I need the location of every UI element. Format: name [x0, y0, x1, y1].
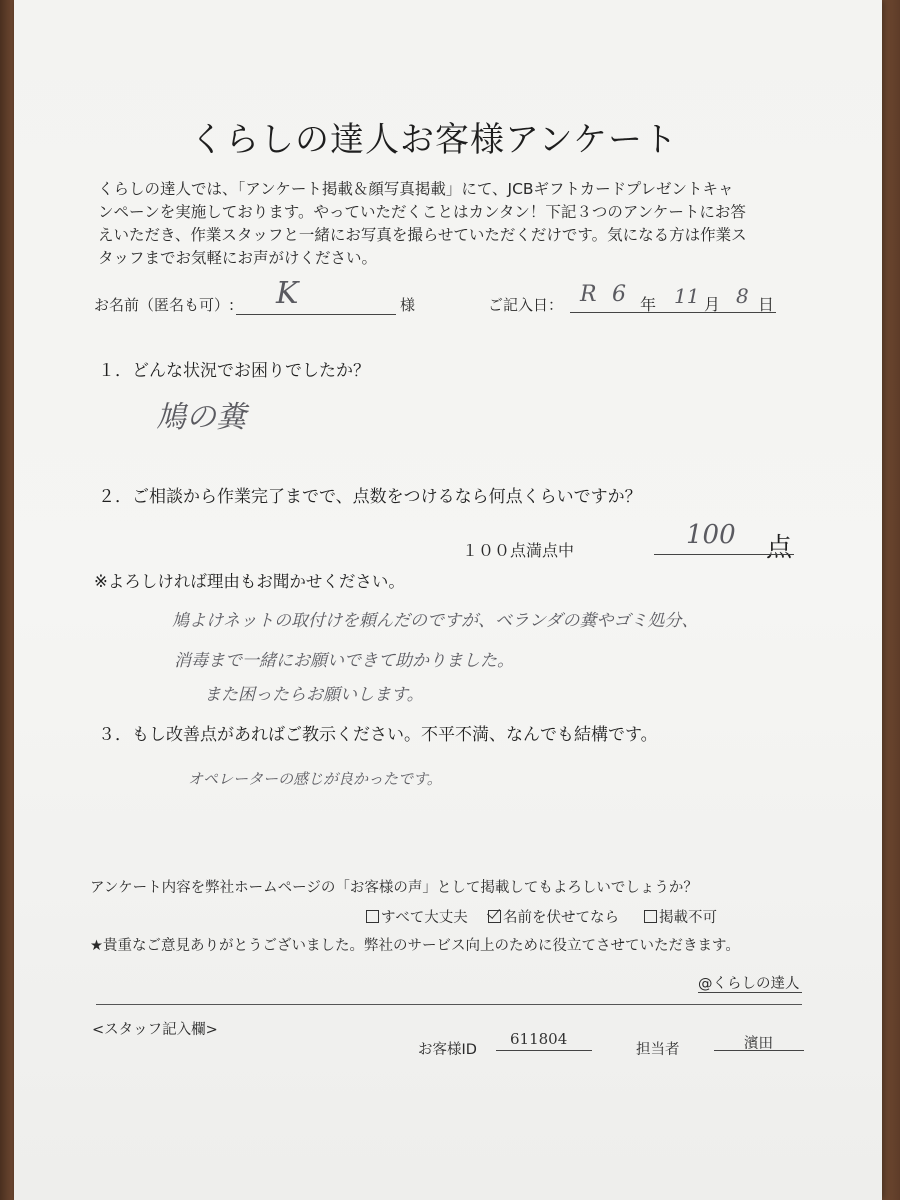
- checkbox-anonymous[interactable]: [488, 910, 501, 923]
- option-decline-label: 掲載不可: [659, 910, 717, 926]
- answer-1-handwritten[interactable]: 鳩の糞: [156, 400, 246, 435]
- company-handle: @くらしの達人: [698, 976, 800, 992]
- name-underline: [236, 314, 396, 315]
- reason-line-3-handwritten[interactable]: また困ったらお願いします。: [204, 685, 424, 705]
- score-handwritten[interactable]: 100: [686, 520, 736, 550]
- date-label: ご記入日：: [488, 296, 564, 314]
- reason-prompt: ※よろしければ理由もお聞かせください。: [94, 572, 405, 591]
- date-era[interactable]: R: [580, 282, 597, 307]
- score-label: １００点満点中: [462, 541, 575, 560]
- consent-option-all[interactable]: [366, 906, 468, 927]
- intro-line-2: ンペーンを実施しております。やっていただくことはカンタン！下記３つのアンケートにお答: [98, 203, 746, 221]
- question-1: １．どんな状況でお困りでしたか？: [98, 361, 370, 381]
- date-year[interactable]: 6: [612, 282, 626, 307]
- reason-line-1-handwritten[interactable]: 鳩よけネットの取付けを頼んだのですが、ベランダの糞やゴミ処分、: [172, 611, 699, 631]
- score-underline: [654, 554, 794, 555]
- question-2: ２．ご相談から作業完了までで、点数をつけるなら何点くらいですか？: [98, 487, 642, 507]
- option-all-label: すべて大丈夫: [381, 910, 468, 926]
- person-value[interactable]: 濱田: [744, 1036, 773, 1052]
- survey-paper: [14, 0, 882, 1200]
- person-label: 担当者: [636, 1042, 680, 1058]
- staff-section-label: <スタッフ記入欄>: [92, 1022, 218, 1038]
- consent-option-anonymous[interactable]: [488, 906, 619, 927]
- date-month[interactable]: 11: [674, 284, 700, 308]
- name-label: お名前（匿名も可）:: [94, 296, 235, 314]
- answer-3-handwritten[interactable]: オペレーターの感じが良かったです。: [188, 770, 442, 788]
- date-day-unit: 日: [758, 295, 775, 314]
- thanks-note: ★貴重なご意見ありがとうございました。弊社のサービス向上のために役立てさせていただきます。: [90, 938, 740, 954]
- score-unit: 点: [766, 533, 793, 563]
- question-3: ３．もし改善点があればご教示ください。不平不満、なんでも結構です。: [98, 725, 658, 745]
- form-title: くらしの達人お客様アンケート: [190, 120, 678, 160]
- date-underline: [570, 312, 776, 313]
- name-handwritten[interactable]: K: [276, 276, 299, 311]
- date-month-unit: 月: [704, 295, 721, 314]
- intro-line-4: タッフまでお気軽にお声がけください。: [98, 249, 378, 267]
- checkbox-decline[interactable]: [644, 910, 657, 923]
- intro-line-3: えいただき、作業スタッフと一緒にお写真を撮らせていただくだけです。気になる方は作業ス: [98, 226, 747, 244]
- reason-line-2-handwritten[interactable]: 消毒まで一緒にお願いできて助かりました。: [174, 651, 514, 671]
- staff-divider: [96, 1004, 802, 1005]
- intro-line-1: くらしの達人では、「アンケート掲載＆顔写真掲載」にて、JCBギフトカードプレゼントキャ: [98, 180, 734, 198]
- consent-option-decline[interactable]: [644, 906, 717, 927]
- date-year-unit: 年: [640, 295, 657, 314]
- date-day[interactable]: 8: [736, 284, 749, 308]
- handle-underline: [698, 992, 802, 993]
- customer-id-underline: [496, 1050, 592, 1051]
- checkbox-all[interactable]: [366, 910, 379, 923]
- person-underline: [714, 1050, 804, 1051]
- consent-question: アンケート内容を弊社ホームページの「お客様の声」として掲載してもよろしいでしょうか？: [90, 880, 698, 896]
- name-suffix: 様: [400, 296, 416, 314]
- customer-id-label: お客様ID: [418, 1042, 477, 1058]
- customer-id-value[interactable]: 611804: [510, 1030, 568, 1048]
- option-anonymous-label: 名前を伏せてなら: [503, 910, 619, 926]
